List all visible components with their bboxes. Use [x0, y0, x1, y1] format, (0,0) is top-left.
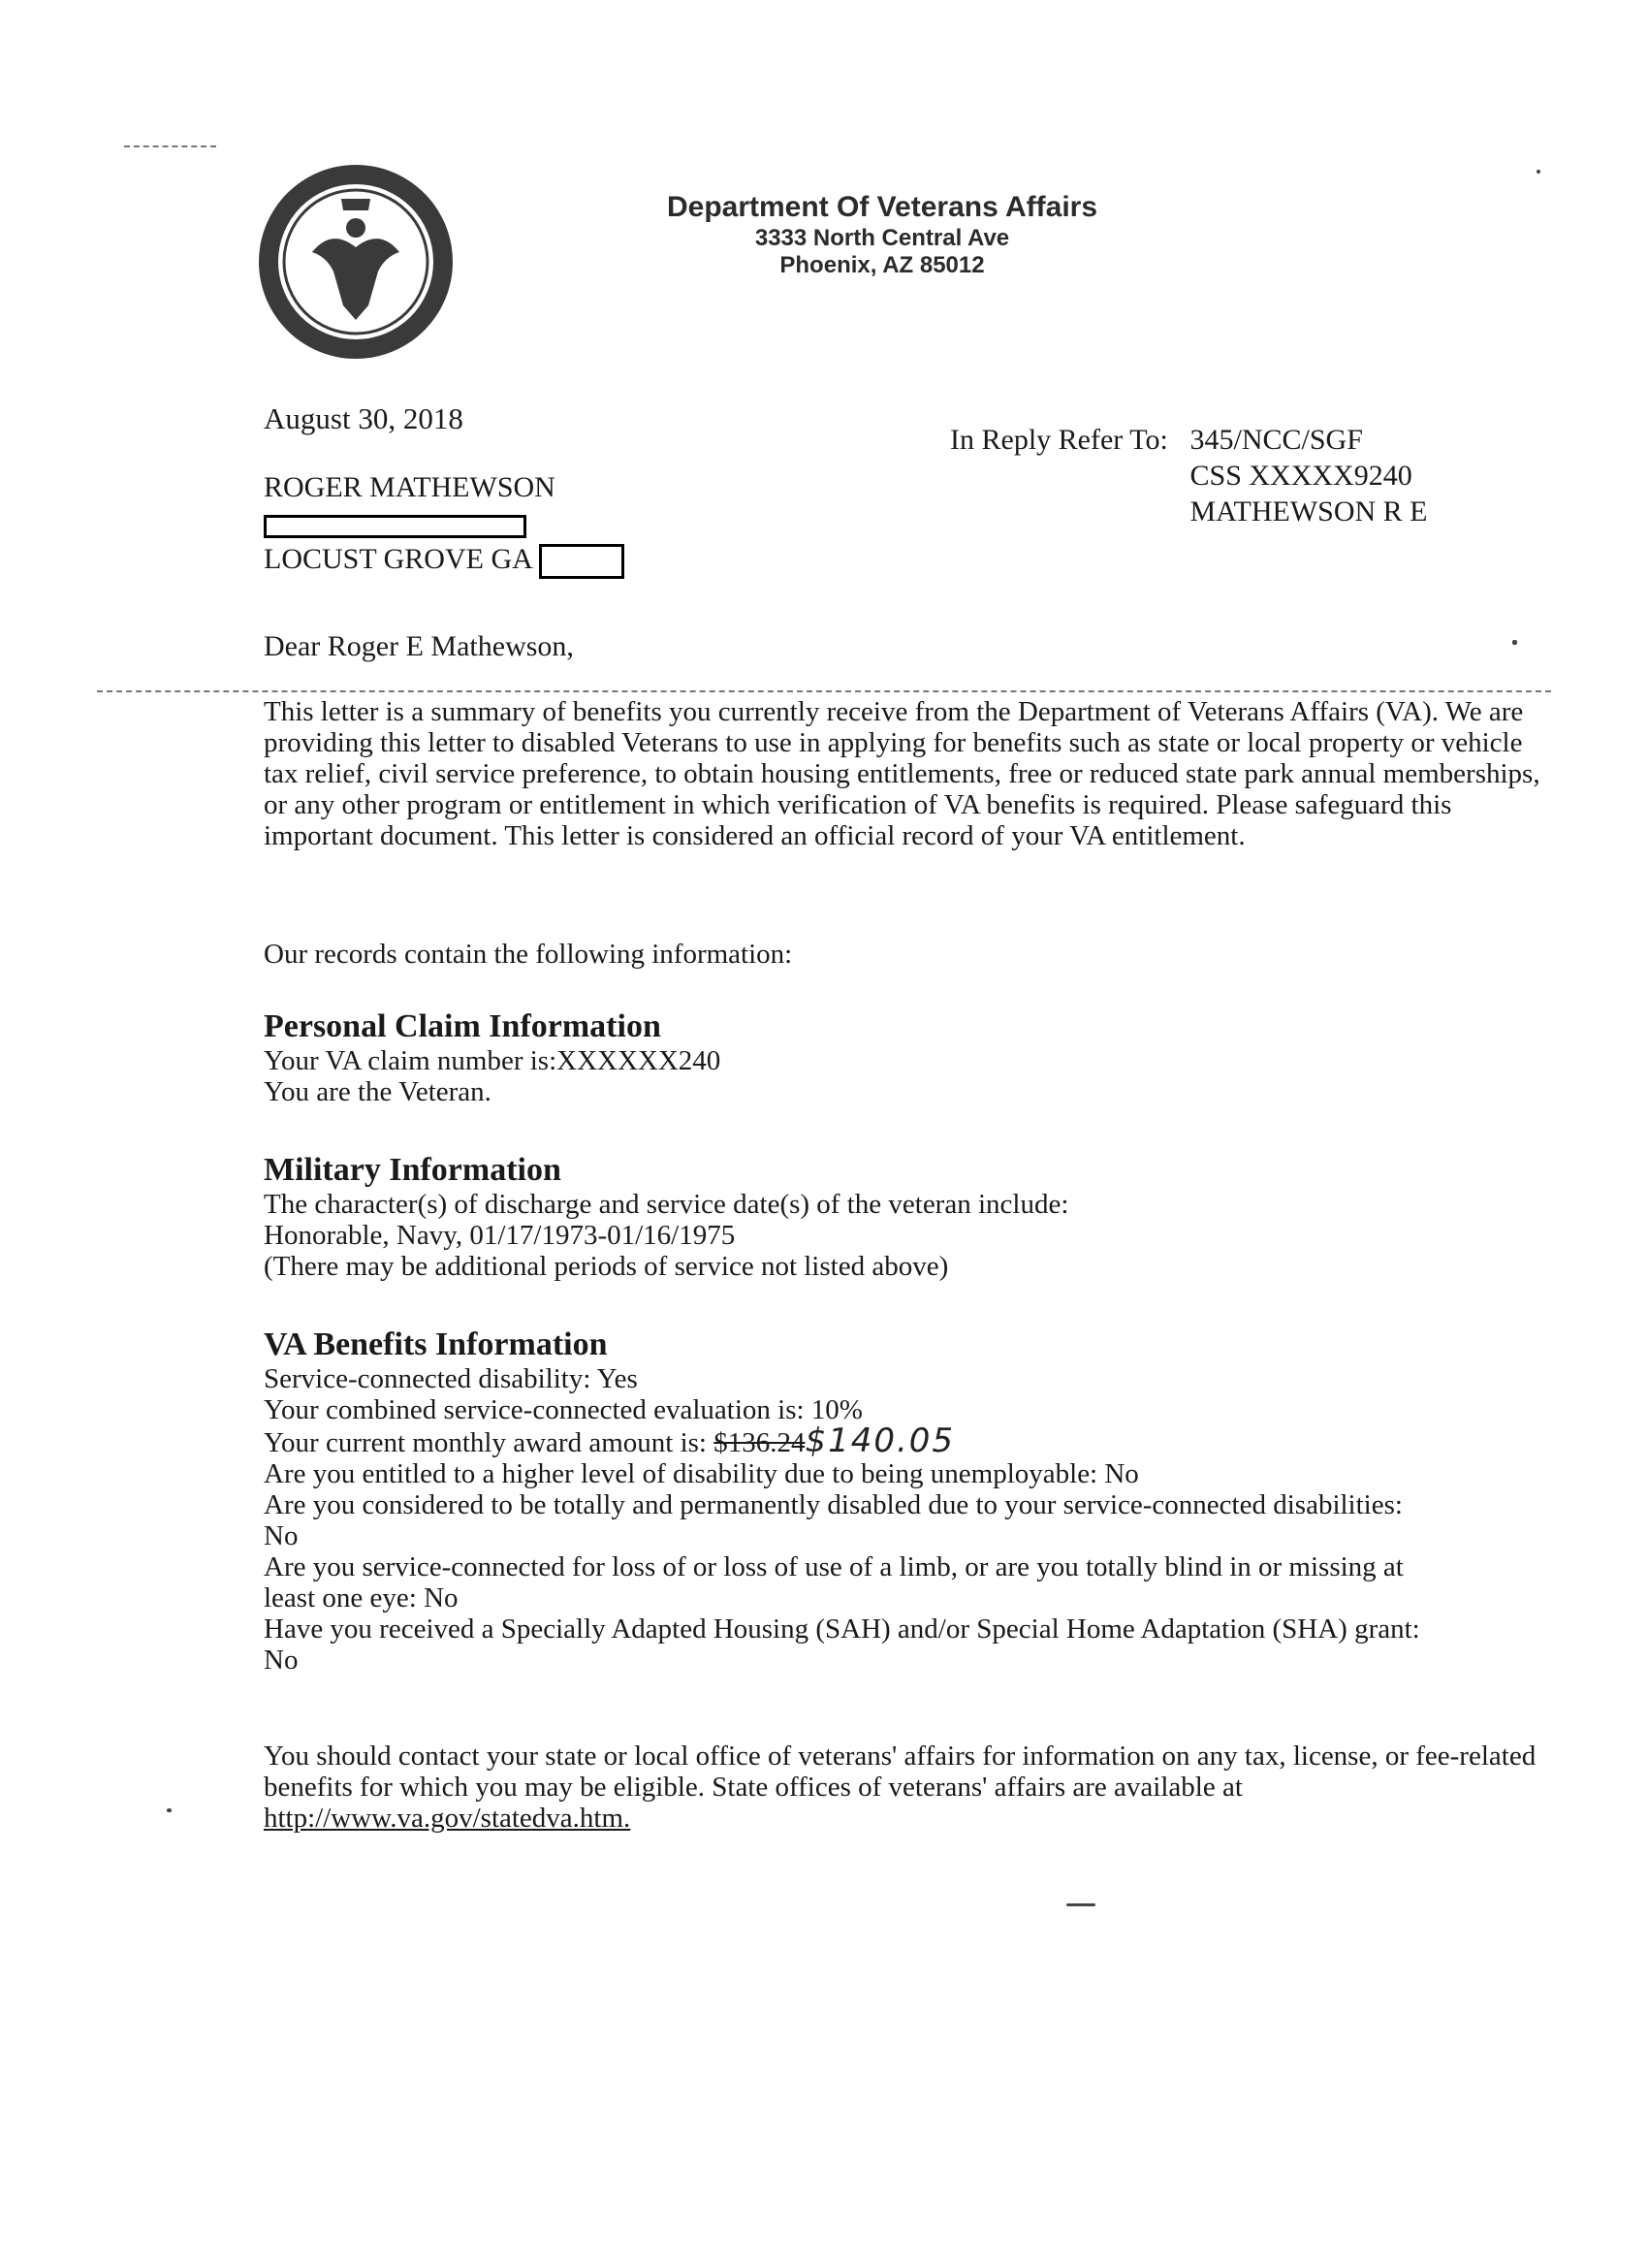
department-city: Phoenix, AZ 85012	[779, 252, 985, 278]
reply-line: CSS XXXXX9240	[1189, 460, 1412, 492]
reply-line: MATHEWSON R E	[1189, 495, 1428, 527]
intro-paragraph	[264, 696, 1553, 851]
claim-number: Your VA claim number is:XXXXXX240	[264, 1045, 721, 1076]
service-note: (There may be additional periods of service not listed above)	[264, 1251, 949, 1282]
veteran-status: You are the Veteran.	[264, 1076, 491, 1107]
letterhead	[620, 190, 1144, 279]
service-connected: Service-connected disability: Yes	[264, 1363, 638, 1394]
salutation: Dear Roger E Mathewson,	[264, 630, 574, 662]
total-permanent-answer: No	[264, 1520, 299, 1551]
letter-date: August 30, 2018	[264, 401, 463, 435]
award-old-amount: $136.24	[713, 1427, 806, 1458]
award-handwritten-amount: $140.05	[805, 1421, 956, 1460]
recipient-city-state: LOCUST GROVE GA	[264, 543, 533, 575]
redacted-street	[264, 515, 526, 538]
scan-mark	[124, 145, 216, 147]
scan-speck	[1537, 170, 1540, 174]
limb-answer: least one eye: No	[264, 1582, 459, 1613]
state-offices-link[interactable]: http://www.va.gov/statedva.htm.	[264, 1803, 631, 1834]
footer-text: You should contact your state or local office of veterans' affairs for information on any tax, license, or fee-related benefits for which you may be eligible. State offices of veterans' affairs are available at	[264, 1741, 1537, 1803]
military-section	[264, 1152, 1572, 1282]
reply-label: In Reply Refer To:	[950, 424, 1168, 456]
department-street: 3333 North Central Ave	[754, 225, 1010, 251]
discharge-intro: The character(s) of discharge and service date(s) of the veteran include:	[264, 1189, 1069, 1220]
section-heading: Personal Claim Information	[264, 1008, 661, 1044]
footer-paragraph	[264, 1741, 1553, 1834]
service-record: Honorable, Navy, 01/17/1973-01/16/1975	[264, 1220, 736, 1251]
reply-reference	[950, 422, 1428, 529]
unemployable-question: Are you entitled to a higher level of disability due to being unemployable: No	[264, 1458, 1139, 1489]
sah-answer: No	[264, 1645, 299, 1676]
recipient-address	[264, 469, 624, 579]
section-heading: VA Benefits Information	[264, 1326, 608, 1362]
limb-question: Are you service-connected for loss of or loss of use of a limb, or are you totally blind in or missing at	[264, 1551, 1404, 1582]
sah-question: Have you received a Specially Adapted Housing (SAH) and/or Special Home Adaptation (SHA) grant:	[264, 1613, 1420, 1645]
va-seal-logo	[254, 160, 458, 364]
scan-fold-line	[97, 690, 1551, 692]
records-intro: Our records contain the following information:	[264, 939, 793, 970]
scan-speck	[1512, 640, 1517, 645]
intro-text: This letter is a summary of benefits you currently receive from the Department of Veterans Affairs (VA). We are providing this letter to disabled Veterans to use in applying for benefits such as state or local property or vehicle tax relief, civil service preference, to obtain housing entitlements, free or reduced state park annual memberships, or any other program or entitlement in which verification of VA benefits is required. Please safeguard this important document. This letter is considered an official record of your VA entitlement.	[264, 696, 1540, 851]
benefits-section	[264, 1326, 1572, 1676]
section-heading: Military Information	[264, 1152, 561, 1188]
scan-speck	[1066, 1903, 1095, 1906]
reply-line: 345/NCC/SGF	[1189, 424, 1363, 456]
total-permanent-question: Are you considered to be totally and permanently disabled due to your service-connected disabilities:	[264, 1489, 1403, 1520]
award-label: Your current monthly award amount is:	[264, 1427, 714, 1458]
recipient-name: ROGER MATHEWSON	[264, 471, 555, 503]
personal-claim-section	[264, 1008, 1572, 1107]
department-name: Department Of Veterans Affairs	[666, 191, 1098, 223]
combined-evaluation: Your combined service-connected evaluation is: 10%	[264, 1394, 863, 1425]
monthly-award	[264, 1421, 1572, 1460]
scan-speck	[167, 1808, 172, 1812]
redacted-zip	[539, 544, 624, 579]
